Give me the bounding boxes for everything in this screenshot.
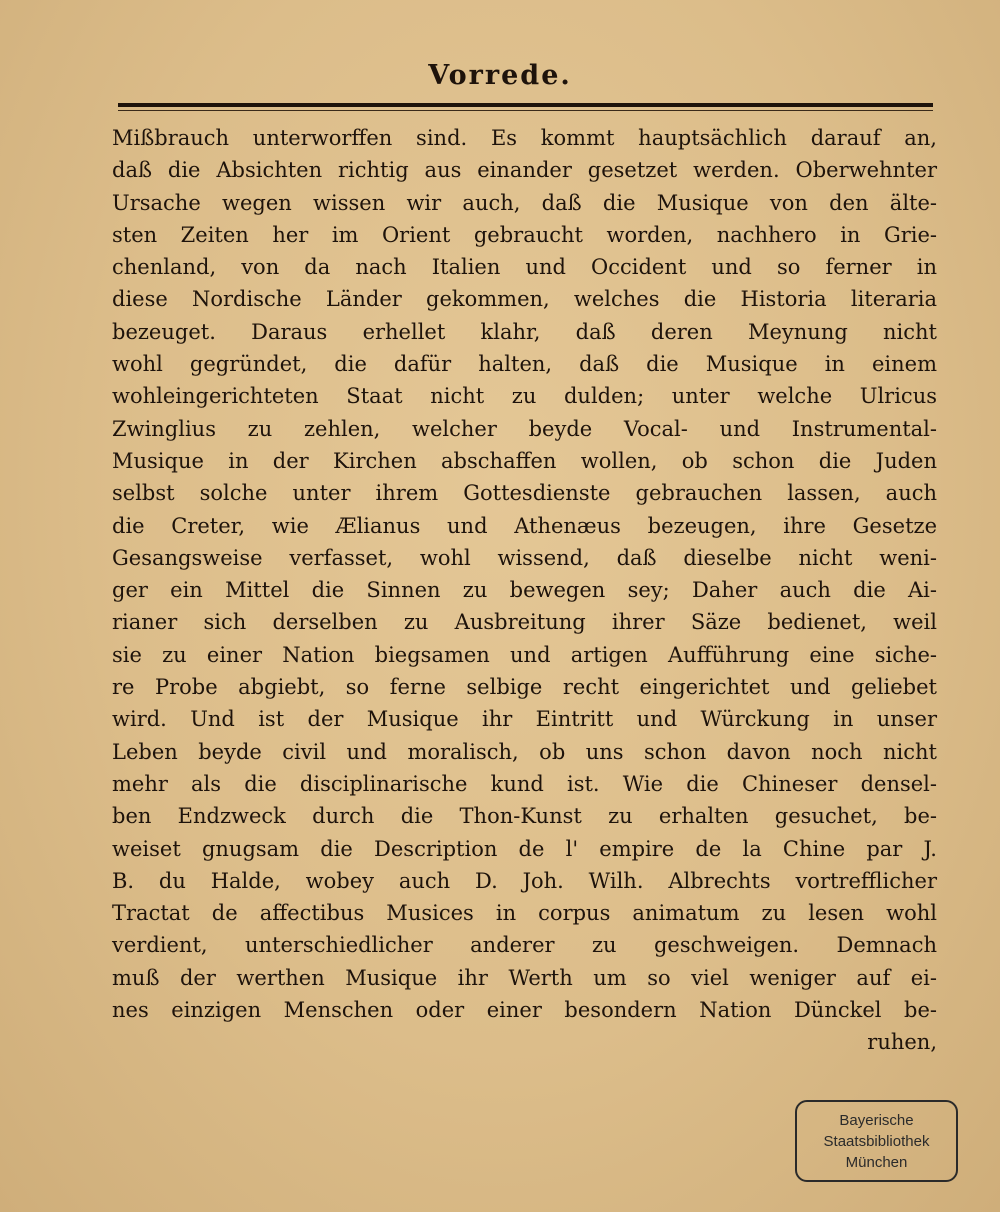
library-stamp [795,1100,958,1182]
body-text [112,122,937,1059]
stamp-line: Staatsbibliothek [823,1133,930,1150]
text-line: Musique in der Kirchen abschaffen wollen, ob schon die Juden [112,448,937,473]
text-line: verdient, unterschiedlicher anderer zu geschweigen. Demnach [112,933,937,958]
text-line: sten Zeiten her im Orient gebraucht worden, nachhero in Grie- [112,222,937,247]
text-line: ben Endzweck durch die Thon-Kunst zu erhalten gesuchet, be- [112,804,937,829]
header-rule [118,103,933,107]
running-header: Vorrede. [428,60,572,91]
text-line: Zwinglius zu zehlen, welcher beyde Vocal- und Instrumental- [112,416,937,441]
text-line: daß die Absichten richtig aus einander gesetzet werden. Oberwehnter [112,158,937,183]
text-line: wohleingerichteten Staat nicht zu dulden; unter welche Ulricus [112,384,937,409]
text-line: rianer sich derselben zu Ausbreitung ihrer Säze bedienet, weil [112,610,937,635]
text-line: bezeuget. Daraus erhellet klahr, daß deren Meynung nicht [112,319,937,344]
text-line: chenland, von da nach Italien und Occident und so ferner in [112,255,937,280]
text-line: ger ein Mittel die Sinnen zu bewegen sey; Daher auch die Ai- [112,578,937,603]
text-line: weiset gnugsam die Description de l' empire de la Chine par J. [112,836,937,861]
text-line: sie zu einer Nation biegsamen und artigen Aufführung eine siche- [112,642,937,667]
text-line: wohl gegründet, die dafür halten, daß die Musique in einem [112,352,937,377]
text-line: wird. Und ist der Musique ihr Eintritt und Würckung in unser [112,707,937,732]
text-line: die Creter, wie Ælianus und Athenæus bezeugen, ihre Gesetze [112,513,937,538]
stamp-line: München [845,1154,908,1171]
text-line: diese Nordische Länder gekommen, welches die Historia literaria [112,287,937,312]
text-line: muß der werthen Musique ihr Werth um so viel weniger auf ei- [112,965,937,990]
text-line: mehr als die disciplinarische kund ist. Wie die Chineser densel- [112,771,937,796]
text-line: Mißbrauch unterworffen sind. Es kommt hauptsächlich darauf an, [112,126,937,150]
text-line: B. du Halde, wobey auch D. Joh. Wilh. Albrechts vortrefflicher [112,868,937,893]
text-line: Leben beyde civil und moralisch, ob uns schon davon noch nicht [112,739,937,764]
stamp-line: Bayerische [839,1112,914,1129]
text-line: nes einzigen Menschen oder einer besondern Nation Dünckel be- [112,998,937,1023]
text-line: Gesangsweise verfasset, wohl wissend, daß dieselbe nicht weni- [112,545,937,570]
text-line: selbst solche unter ihrem Gottesdienste gebrauchen lassen, auch [112,481,937,506]
text-line: re Probe abgiebt, so ferne selbige recht eingerichtet und geliebet [112,675,937,700]
text-line: Ursache wegen wissen wir auch, daß die Musique von den älte- [112,190,937,215]
catchword: ruhen, [867,1030,937,1055]
text-line: Tractat de affectibus Musices in corpus animatum zu lesen wohl [112,901,937,926]
